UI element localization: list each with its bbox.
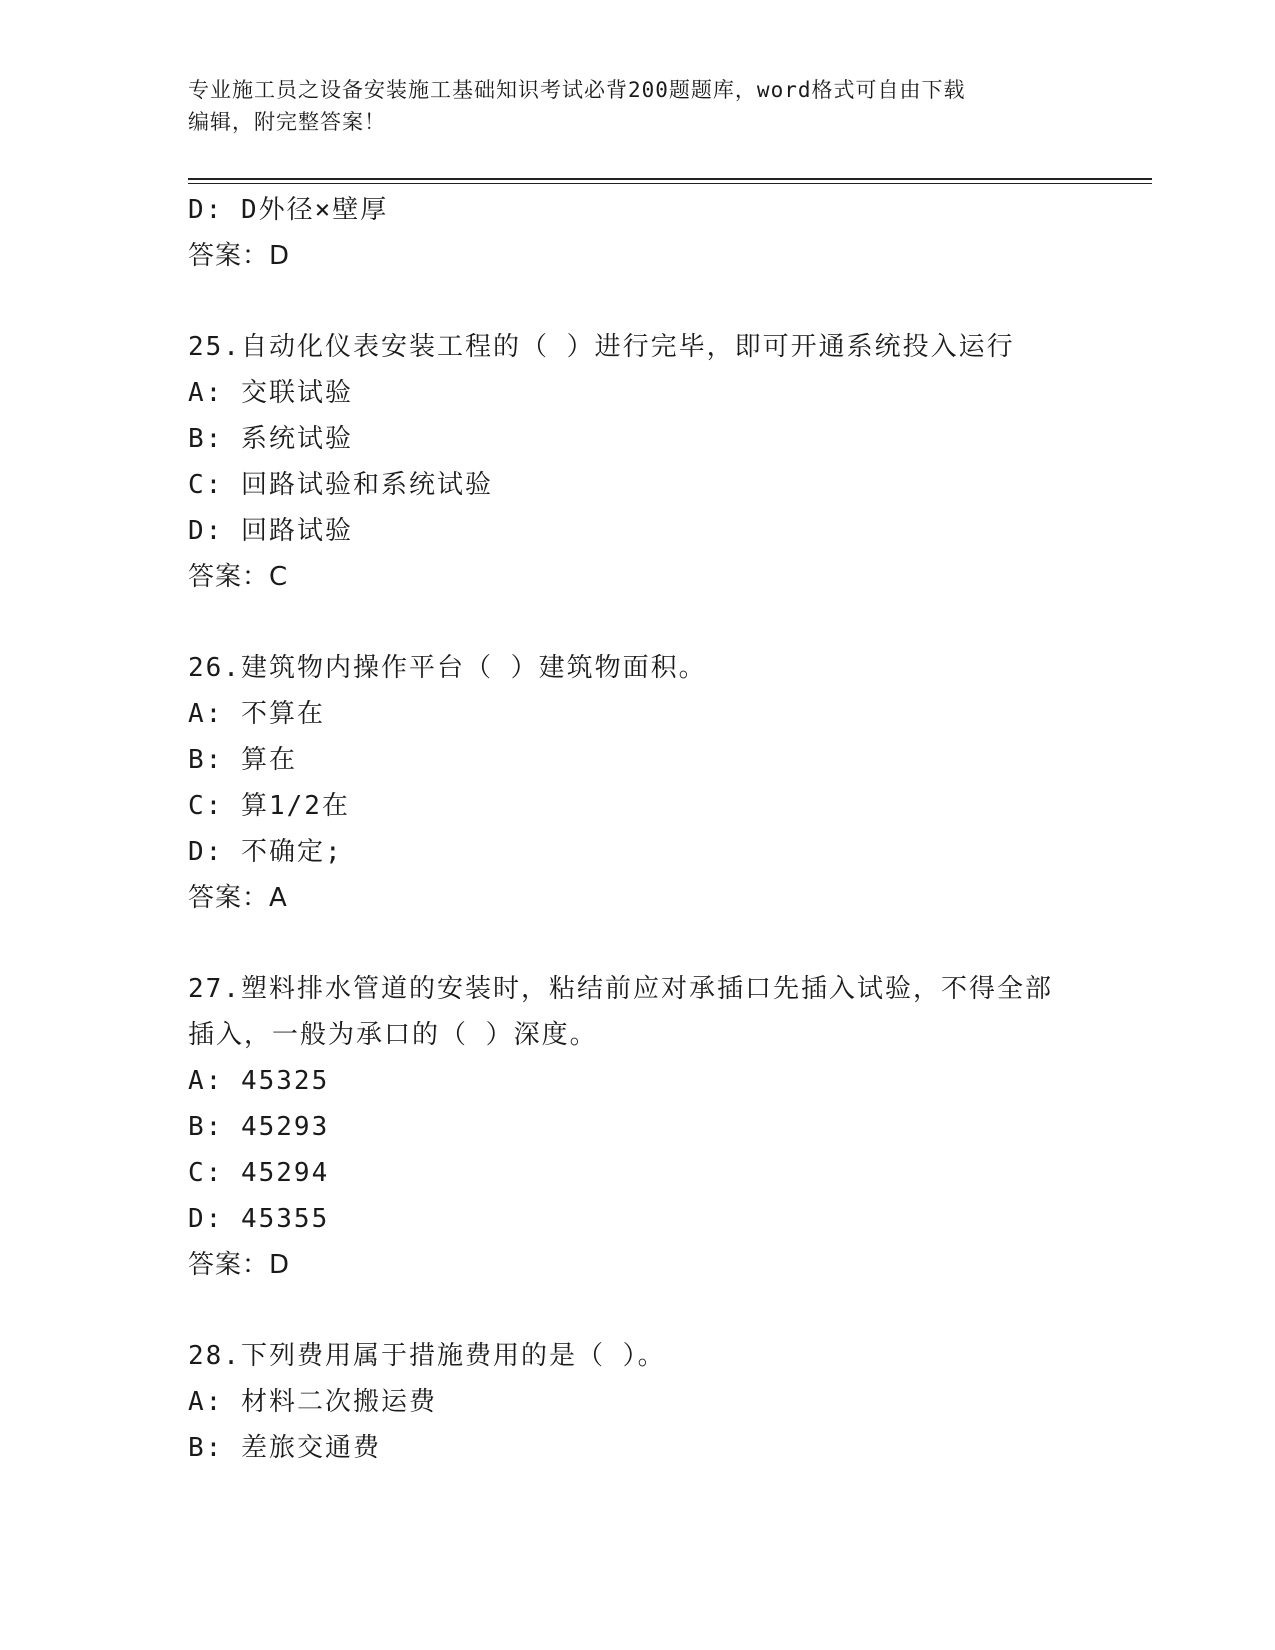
- option-c: C: 算1/2在: [188, 791, 350, 821]
- option-b: B: 45293: [188, 1112, 330, 1142]
- answer-line: 答案：A: [188, 883, 288, 913]
- question-stem-line-2: 插入，一般为承口的（ ）深度。: [188, 1020, 598, 1050]
- document-header: [188, 74, 1068, 138]
- option-a: A: 45325: [188, 1066, 330, 1096]
- option-c: C: 回路试验和系统试验: [188, 470, 493, 500]
- header-divider-thick: [188, 178, 1152, 180]
- question-25: [188, 324, 1088, 600]
- answer-line: 答案：D: [188, 241, 291, 271]
- option-d: D: 45355: [188, 1204, 330, 1234]
- header-title-line-2: 编辑，附完整答案！: [188, 110, 386, 134]
- option-d: D: 不确定;: [188, 837, 343, 867]
- question-list: [188, 187, 1088, 1471]
- option-b: B: 差旅交通费: [188, 1433, 381, 1463]
- option-a: A: 不算在: [188, 699, 325, 729]
- question-stem-line-1: 27.塑料排水管道的安装时，粘结前应对承插口先插入试验，不得全部: [188, 974, 1053, 1004]
- option-c: C: 45294: [188, 1158, 330, 1188]
- question-27: [188, 966, 1088, 1288]
- option-a: A: 材料二次搬运费: [188, 1387, 437, 1417]
- answer-line: 答案：D: [188, 1250, 291, 1280]
- question-stem: 25.自动化仪表安装工程的（ ）进行完毕，即可开通系统投入运行: [188, 332, 1015, 362]
- option-d: D: 回路试验: [188, 516, 353, 546]
- header-divider-thin: [188, 183, 1152, 184]
- question-26: [188, 645, 1088, 921]
- option-b: B: 系统试验: [188, 424, 353, 454]
- question-stem: 26.建筑物内操作平台（ ）建筑物面积。: [188, 653, 707, 683]
- option-d: D: D外径×壁厚: [188, 195, 389, 225]
- previous-question-tail: [188, 187, 1088, 279]
- question-stem: 28.下列费用属于措施费用的是（ ）。: [188, 1341, 666, 1371]
- header-title-line-1: 专业施工员之设备安装施工基础知识考试必背200题题库，word格式可自由下载: [188, 78, 966, 102]
- question-28: [188, 1333, 1088, 1471]
- answer-line: 答案：C: [188, 562, 289, 592]
- option-a: A: 交联试验: [188, 378, 353, 408]
- option-b: B: 算在: [188, 745, 297, 775]
